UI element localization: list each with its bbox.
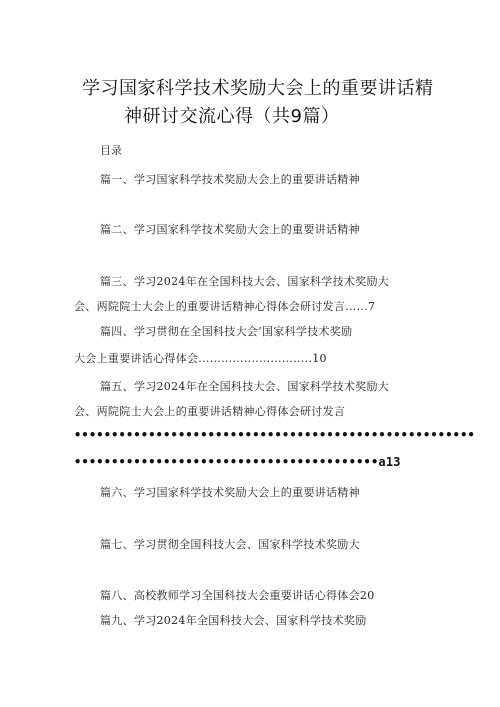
toc-entry-7[interactable]: 篇七、学习贯彻全国科技大会、国家科学技术奖励大	[100, 538, 360, 551]
toc-entry-5-dot-leader: ••••••••••••••••••••••••••••••••••••••••••••••••••••••	[74, 428, 475, 442]
toc-entry-6[interactable]: 篇六、学习国家科学技术奖励大会上的重要讲话精神	[100, 486, 360, 499]
toc-entry-3-continued[interactable]: 会、两院院士大会上的重要讲话精神心得体会研讨发言......7	[74, 300, 376, 313]
toc-entry-9[interactable]: 篇九、学习2024年全国科技大会、国家科学技术奖励	[100, 614, 367, 627]
toc-entry-5[interactable]: 篇五、学习2024年在全国科技大会、国家科学技术奖励大	[100, 380, 390, 393]
document-title-line-2: 神研讨交流心得（共9篇）	[124, 106, 340, 127]
document-title-line-1: 学习国家科学技术奖励大会上的重要讲话精	[82, 78, 434, 99]
toc-entry-3[interactable]: 篇三、学习2024年在全国科技大会、国家科学技术奖励大	[100, 275, 390, 288]
toc-entry-2[interactable]: 篇二、学习国家科学技术奖励大会上的重要讲话精神	[100, 223, 360, 236]
toc-entry-5-continued[interactable]: 会、两院院士大会上的重要讲话精神心得体会研讨发言	[74, 405, 346, 418]
toc-entry-1[interactable]: 篇一、学习国家科学技术奖励大会上的重要讲话精神	[100, 173, 360, 186]
toc-entry-4[interactable]: 篇四、学习贯彻在全国科技大会’国家科学技术奖励	[100, 325, 353, 338]
toc-entry-5-dot-leader-page: •••••••••••••••••••••••••••••••••••••••••a13	[74, 455, 401, 469]
toc-heading: 目录	[100, 144, 122, 157]
toc-entry-8[interactable]: 篇八、高校教师学习全国科技大会重要讲话心得体会20	[100, 589, 375, 602]
toc-entry-4-continued[interactable]: 大会上重要讲话心得体会..............................10	[74, 352, 327, 365]
